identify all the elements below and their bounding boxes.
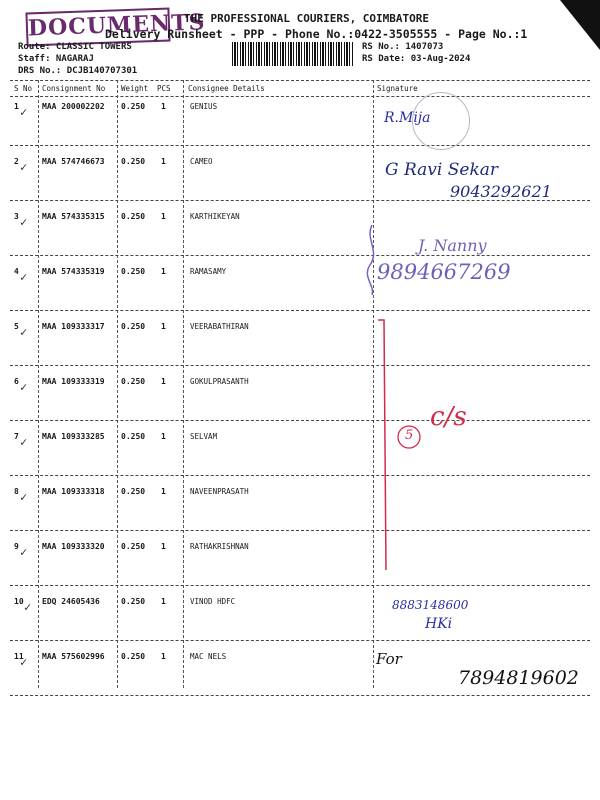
row-consignment-no: MAA 574335315: [42, 212, 105, 221]
phone-row-10: 8883148600: [392, 598, 469, 612]
row-sno: 8: [14, 487, 19, 496]
route-label: Route: CLASSIC TOWERS: [18, 42, 132, 52]
row-sno: 1: [14, 102, 19, 111]
row-consignment-no: EDQ 24605436: [42, 597, 100, 606]
row-weight: 0.250: [121, 322, 146, 331]
check-mark-icon: ✓: [20, 655, 28, 669]
row-weight: 0.250: [121, 652, 146, 661]
row-divider: [10, 310, 590, 311]
check-mark-icon: ✓: [24, 600, 32, 614]
col-weight: Weight: [121, 84, 149, 93]
row-pcs: 1: [161, 212, 166, 221]
row-consignment-no: MAA 109333318: [42, 487, 105, 496]
row-consignee: RAMASAMY: [190, 267, 227, 276]
row-sno: 7: [14, 432, 19, 441]
row-consignment-no: MAA 109333285: [42, 432, 105, 441]
check-mark-icon: ✓: [20, 105, 28, 119]
company-title: THE PROFESSIONAL COURIERS, COIMBATORE: [184, 12, 430, 25]
red-note: c/s: [430, 402, 467, 432]
check-mark-icon: ✓: [20, 435, 28, 449]
row-consignee: MAC NELS: [190, 652, 227, 661]
row-pcs: 1: [161, 102, 166, 111]
red-bracket-annotation: [360, 215, 500, 575]
row-pcs: 1: [161, 597, 166, 606]
row-weight: 0.250: [121, 267, 146, 276]
check-mark-icon: ✓: [20, 545, 28, 559]
row-consignee: RATHAKRISHNAN: [190, 542, 249, 551]
row-consignment-no: MAA 575602996: [42, 652, 105, 661]
row-consignment-no: MAA 574746673: [42, 157, 105, 166]
row-divider: [10, 530, 590, 531]
row-sno: 11: [14, 652, 24, 661]
row-sno: 5: [14, 322, 19, 331]
row-divider: [10, 695, 590, 696]
row-pcs: 1: [161, 432, 166, 441]
rs-number: RS No.: 1407073: [362, 42, 444, 52]
row-sno: 3: [14, 212, 19, 221]
row-weight: 0.250: [121, 157, 146, 166]
row-pcs: 1: [161, 322, 166, 331]
phone-row-4: 9894667269: [377, 260, 511, 284]
signature-row-3: J. Nanny: [418, 236, 487, 255]
check-mark-icon: ✓: [20, 490, 28, 504]
row-consignment-no: MAA 200002202: [42, 102, 105, 111]
row-divider: [10, 255, 590, 256]
row-consignment-no: MAA 109333320: [42, 542, 105, 551]
phone-row-11: 7894819602: [458, 667, 579, 689]
row-sno: 9: [14, 542, 19, 551]
col-pcs: PCS: [157, 84, 171, 93]
row-divider: [10, 585, 590, 586]
row-weight: 0.250: [121, 377, 146, 386]
row-consignee: VINOD HDFC: [190, 597, 236, 606]
documents-stamp: DOCUMENTS: [25, 7, 170, 46]
row-weight: 0.250: [121, 432, 146, 441]
row-sno: 4: [14, 267, 19, 276]
row-divider: [10, 475, 590, 476]
row-divider: [10, 145, 590, 146]
rs-date: RS Date: 03-Aug-2024: [362, 54, 471, 64]
col-signature: Signature: [377, 84, 418, 93]
column-divider: [183, 80, 184, 688]
phone-row-2: 9043292621: [450, 182, 552, 201]
row-consignee: KARTHIKEYAN: [190, 212, 240, 221]
scan-corner-shadow: [560, 0, 600, 50]
row-weight: 0.250: [121, 487, 146, 496]
red-count: 5: [405, 428, 414, 443]
row-pcs: 1: [161, 377, 166, 386]
row-pcs: 1: [161, 157, 166, 166]
row-divider: [10, 420, 590, 421]
col-consignee: Consignee Details: [188, 84, 265, 93]
row-sno: 10: [14, 597, 24, 606]
row-consignee: GOKULPRASANTH: [190, 377, 249, 386]
column-divider: [117, 80, 118, 688]
row-pcs: 1: [161, 542, 166, 551]
row-consignment-no: MAA 109333317: [42, 322, 105, 331]
signature-row-11-prefix: For: [376, 650, 402, 668]
row-sno: 2: [14, 157, 19, 166]
row-weight: 0.250: [121, 212, 146, 221]
col-consignment: Consignment No: [42, 84, 106, 93]
row-consignee: NAVEENPRASATH: [190, 487, 249, 496]
red-vertical-line: [378, 320, 386, 570]
row-consignee: CAMEO: [190, 157, 213, 166]
row-pcs: 1: [161, 267, 166, 276]
row-sno: 6: [14, 377, 19, 386]
table-top-rule: [10, 80, 590, 81]
barcode: [232, 42, 354, 66]
signature-row-2: G Ravi Sekar: [385, 160, 499, 180]
signature-row-10: HKi: [425, 616, 453, 632]
purple-brace: [367, 225, 373, 295]
row-pcs: 1: [161, 487, 166, 496]
col-sno: S No: [14, 84, 33, 93]
check-mark-icon: ✓: [20, 215, 28, 229]
row-pcs: 1: [161, 652, 166, 661]
row-weight: 0.250: [121, 102, 146, 111]
table-header-rule: [10, 96, 590, 97]
row-consignment-no: MAA 574335319: [42, 267, 105, 276]
drs-label: DRS No.: DCJB140707301: [18, 66, 138, 76]
row-weight: 0.250: [121, 597, 146, 606]
row-consignee: VEERABATHIRAN: [190, 322, 249, 331]
signature-row-1: R.Mija: [384, 110, 431, 126]
row-consignee: SELVAM: [190, 432, 218, 441]
runsheet-subtitle: Delivery Runsheet - PPP - Phone No.:0422-3505555 - Page No.:1: [105, 27, 528, 41]
row-weight: 0.250: [121, 542, 146, 551]
check-mark-icon: ✓: [20, 160, 28, 174]
check-mark-icon: ✓: [20, 270, 28, 284]
column-divider: [38, 80, 39, 688]
check-mark-icon: ✓: [20, 380, 28, 394]
row-divider: [10, 640, 590, 641]
row-consignee: GENIUS: [190, 102, 218, 111]
check-mark-icon: ✓: [20, 325, 28, 339]
row-consignment-no: MAA 109333319: [42, 377, 105, 386]
staff-label: Staff: NAGARAJ: [18, 54, 94, 64]
row-divider: [10, 365, 590, 366]
